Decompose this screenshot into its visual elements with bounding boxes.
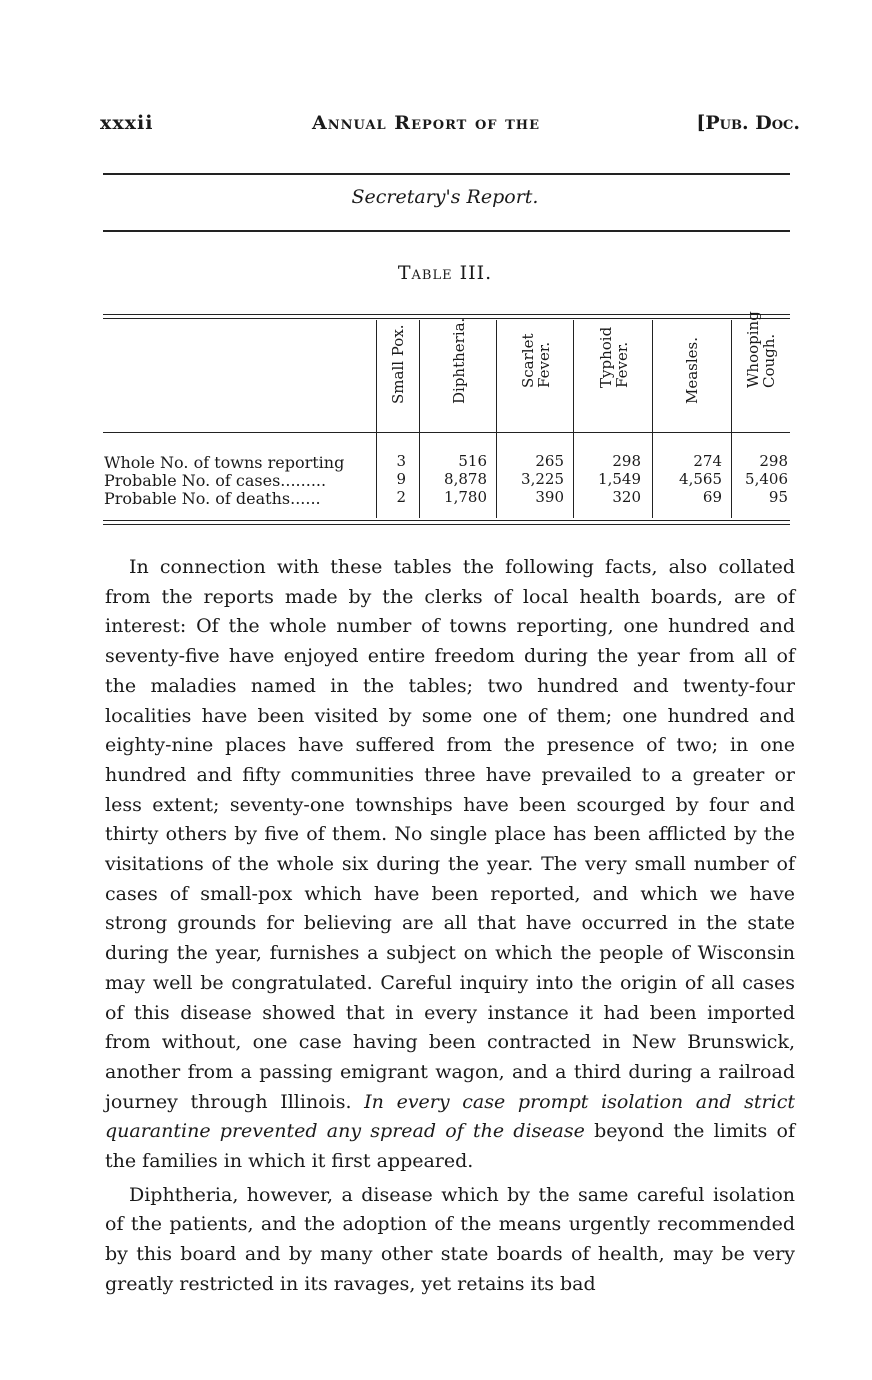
doc-reference: [Pub. Doc. [696,112,800,134]
paragraph-1: In connection with these tables the following facts, also collated from the reports made by the clerks of local health boards, are of interest: Of the whole number of towns reporting, one hundred and seventy-five have enjoyed entire freedom during the year from all of the maladies named in the tables; two hundred and twenty-four localities have been visited by some one of them; one hundred and eighty-nine places have suffered from the presence of two; in one hundred and fifty communities three have prevailed to a greater or less extent; seventy-one townships have been scourged by four and thirty others by five of them. No single place has been afflicted by the visitations of the whole six during the year. The very small number of cases of small-pox which have been reported, and which we have strong grounds for believing are all that have occurred in the state during the year, furnishes a subject on which the people of Wisconsin may well be congratulated. Careful inquiry into the origin of all cases of this disease showed that in every instance it had been imported from without, one case having been contracted in New Brunswick, another from a passing emigrant wagon, and a third during a railroad journey through Illinois. In every case prompt isolation and strict quarantine prevented any spread of the disease beyond the limits of the families in which it first appeared. [105,556,795,1173]
table-cell: 8,878 [444,470,487,488]
table-title: Table III. [397,262,493,284]
table-cell: 274 [693,452,722,470]
table-cell: 5,406 [745,470,788,488]
table-bottom-rule [103,520,790,525]
col-header-whooping-cough: Whooping Cough. [744,311,778,388]
row-label-cases: Probable No. of cases......... [104,471,327,490]
table-cell: 265 [535,452,564,470]
col-header-scarlet-fever: Scarlet Fever. [519,333,553,388]
row-label-towns: Whole No. of towns reporting [104,453,345,472]
table-cell: 516 [458,452,487,470]
table-cell: 69 [702,488,722,506]
table-cell: 3 [396,452,406,470]
table-cell: 4,565 [679,470,722,488]
table-cell: 9 [396,470,406,488]
table-top-rule [103,314,790,319]
emphasis-text: In every case prompt isolation and strict quarantine prevented any spread of the disease [105,1090,795,1143]
row-label-deaths: Probable No. of deaths...... [104,489,321,508]
table-cell: 1,549 [598,470,641,488]
subtitle-rule [103,230,790,232]
body-text [105,553,795,1300]
col-header-typhoid-fever: Typhoid Fever. [597,326,631,388]
table-header-rule [103,432,790,433]
table-cell: 2 [396,488,406,506]
col-header-diphtheria: Diphtheria. [450,317,468,404]
running-title: Annual Report of the [312,112,540,134]
table-cell: 298 [612,452,641,470]
paragraph-2: Diphtheria, however, a disease which by the same careful isolation of the patients, and the adoption of the means urgently recommended by this board and by many other state boards of health, may be very greatly restricted in its ravages, yet retains its bad [105,1183,795,1295]
col-header-measles: Measles. [683,336,701,404]
header-rule [103,173,790,175]
table-cell: 298 [759,452,788,470]
col-header-small-pox: Small Pox. [389,324,407,404]
table-cell: 1,780 [444,488,487,506]
running-header [100,112,800,142]
table-cell: 95 [768,488,788,506]
section-subtitle: Secretary's Report. [351,186,539,208]
page-number: xxxii [100,112,154,134]
column-divider [376,320,377,518]
column-divider [652,320,653,518]
table-cell: 3,225 [521,470,564,488]
column-divider [419,320,420,518]
table-cell: 320 [612,488,641,506]
table-cell: 390 [535,488,564,506]
